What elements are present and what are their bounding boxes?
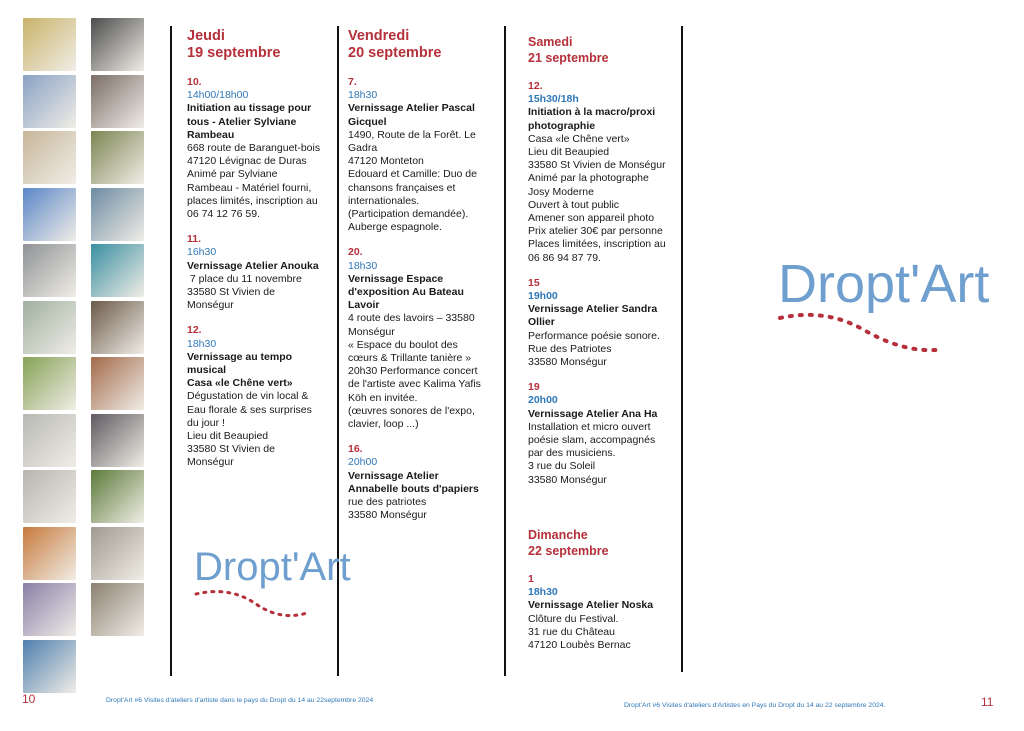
event-details: Clôture du Festival. 31 rue du Château 47120 Loubès Bernac: [528, 612, 631, 652]
event-time: 20h00: [348, 456, 378, 469]
event-time: 18h30: [187, 337, 217, 350]
day-heading: Dimanche 22 septembre: [528, 528, 609, 558]
event-entry: [528, 381, 678, 487]
event-title: Vernissage Atelier Noska: [528, 599, 654, 612]
event-number: 16.: [348, 443, 363, 456]
event-number: 15: [528, 276, 540, 289]
event-title: Vernissage Atelier Annabelle bouts d'papiers: [348, 469, 479, 495]
artwork-thumbnail: [91, 470, 144, 523]
event-time: 18h30: [348, 259, 378, 272]
day-column-vendredi: [348, 28, 498, 535]
event-details: Casa «le Chêne vert» Lieu dit Beaupied 33580 St Vivien de Monségur Animé par la photographe Josy Moderne Ouvert à tout public Amener son appareil photo Prix atelier 30€ par personne Places limitées, inscription au 06 86 94 87 79.: [528, 132, 666, 264]
event-entry: [187, 233, 335, 312]
event-details: rue des patriotes 33580 Monségur: [348, 496, 427, 522]
artwork-thumbnail: [91, 75, 144, 128]
event-details: Installation et micro ouvert poésie slam, accompagnés par des musiciens. 3 rue du Soleil 33580 Monségur: [528, 420, 656, 486]
event-number: 12.: [528, 80, 543, 92]
event-title: Vernissage Atelier Ana Ha: [528, 407, 658, 420]
page-number-right: 11: [981, 695, 994, 709]
event-title: Initiation à la macro/proxi photographie: [528, 106, 656, 132]
artwork-thumbnail: [23, 527, 76, 580]
event-time: 15h30/18h: [528, 93, 579, 106]
artwork-thumbnail: [23, 357, 76, 410]
artwork-thumbnail: [91, 357, 144, 410]
artwork-thumbnail: [91, 18, 144, 71]
event-number: 20.: [348, 246, 363, 259]
logo-text: Dropt'Art: [194, 545, 351, 589]
event-title: Vernissage Atelier Sandra Ollier: [528, 303, 658, 329]
artwork-thumbnail: [23, 75, 76, 128]
artwork-thumbnail: [23, 583, 76, 636]
event-number: 1: [528, 573, 534, 585]
artwork-thumbnail: [91, 527, 144, 580]
artwork-thumbnail: [91, 583, 144, 636]
event-title: Initiation au tissage pour tous - Atelier Sylviane Rambeau: [187, 102, 312, 141]
day-column-jeudi: [187, 28, 335, 482]
day-heading: Vendredi 20 septembre: [348, 28, 442, 61]
event-entry: [348, 246, 498, 431]
artwork-thumbnail: [23, 131, 76, 184]
event-details: 7 place du 11 novembre 33580 St Vivien de Monségur: [187, 272, 302, 312]
artwork-thumbnail: [23, 244, 76, 297]
event-title: Vernissage Atelier Pascal Gicquel: [348, 102, 475, 128]
artwork-thumbnail: [91, 414, 144, 467]
event-time: 18h30: [348, 89, 378, 102]
dropt-art-logo-large: [776, 232, 990, 360]
artwork-thumbnail: [23, 640, 76, 693]
artwork-thumbnail: [23, 414, 76, 467]
divider-1: [170, 26, 172, 676]
day-column-samedi: [528, 34, 678, 499]
event-entry: [528, 277, 678, 369]
dropt-art-logo-small: [190, 528, 351, 626]
event-number: 19: [528, 381, 540, 394]
event-time: 16h30: [187, 246, 217, 259]
page-number-left: 10: [22, 692, 36, 706]
event-entry: [348, 443, 498, 522]
day-heading: Samedi 21 septembre: [528, 35, 609, 65]
event-entry: [187, 76, 335, 221]
event-entry: [187, 324, 335, 469]
event-entry: [528, 80, 678, 265]
day-column-dimanche: [528, 527, 678, 664]
divider-3: [504, 26, 506, 676]
artwork-thumbnail: [23, 188, 76, 241]
event-time: 18h30: [528, 586, 558, 599]
event-details: 4 route des lavoirs – 33580 Monségur « Espace du boulot des cœurs & Trillante tanière » 20h30 Performance concert de l'artiste avec Kalima Yafis Köh en invitée. (œuvres sonores de l'expo, clavier, loop ...): [348, 312, 481, 431]
logo-text: Dropt'Art: [778, 254, 990, 314]
event-number: 12.: [187, 324, 202, 337]
event-entry: [528, 573, 678, 652]
event-entry: [348, 76, 498, 234]
artwork-thumbnail: [23, 301, 76, 354]
event-time: 20h00: [528, 394, 558, 407]
event-details: Performance poésie sonore. Rue des Patriotes 33580 Monségur: [528, 329, 660, 369]
event-time: 19h00: [528, 290, 558, 303]
event-number: 11.: [187, 233, 202, 246]
footer-left: Dropt'Art #6 Visites d'ateliers d'artiste dans le pays du Dropt du 14 au 22septembre 2024: [106, 697, 374, 704]
event-details: 1490, Route de la Forêt. Le Gadra 47120 Monteton Edouard et Camille: Duo de chansons françaises et internationales. (Participation demandée). Auberge espagnole.: [348, 128, 477, 234]
artwork-thumbnail: [91, 188, 144, 241]
footer-right: Dropt'Art #6 Visites d'ateliers d'Artistes en Pays du Dropt du 14 au 22 septembre 2024.: [624, 702, 886, 709]
event-title: Vernissage Espace d'exposition Au Bateau Lavoir: [348, 272, 464, 312]
event-title: Vernissage au tempo musical Casa «le Chêne vert»: [187, 350, 293, 390]
event-details: Dégustation de vin local & Eau florale & ses surprises du jour ! Lieu dit Beaupied 33580 St Vivien de Monségur: [187, 390, 312, 469]
event-number: 7.: [348, 76, 357, 88]
event-title: Vernissage Atelier Anouka: [187, 259, 319, 272]
divider-4: [681, 26, 683, 672]
event-number: 10.: [187, 76, 202, 88]
artwork-thumbnail: [91, 244, 144, 297]
day-heading: Jeudi 19 septembre: [187, 28, 281, 61]
event-details: 668 route de Baranguet-bois 47120 Lévignac de Duras Animé par Sylviane Rambeau - Matériel fourni, places limités, inscription au 06 74 12 76 59.: [187, 142, 321, 221]
artwork-thumbnail: [91, 131, 144, 184]
artwork-thumbnail: [91, 301, 144, 354]
artwork-thumbnail: [23, 470, 76, 523]
event-time: 14h00/18h00: [187, 89, 249, 102]
artwork-thumbnail: [23, 18, 76, 71]
